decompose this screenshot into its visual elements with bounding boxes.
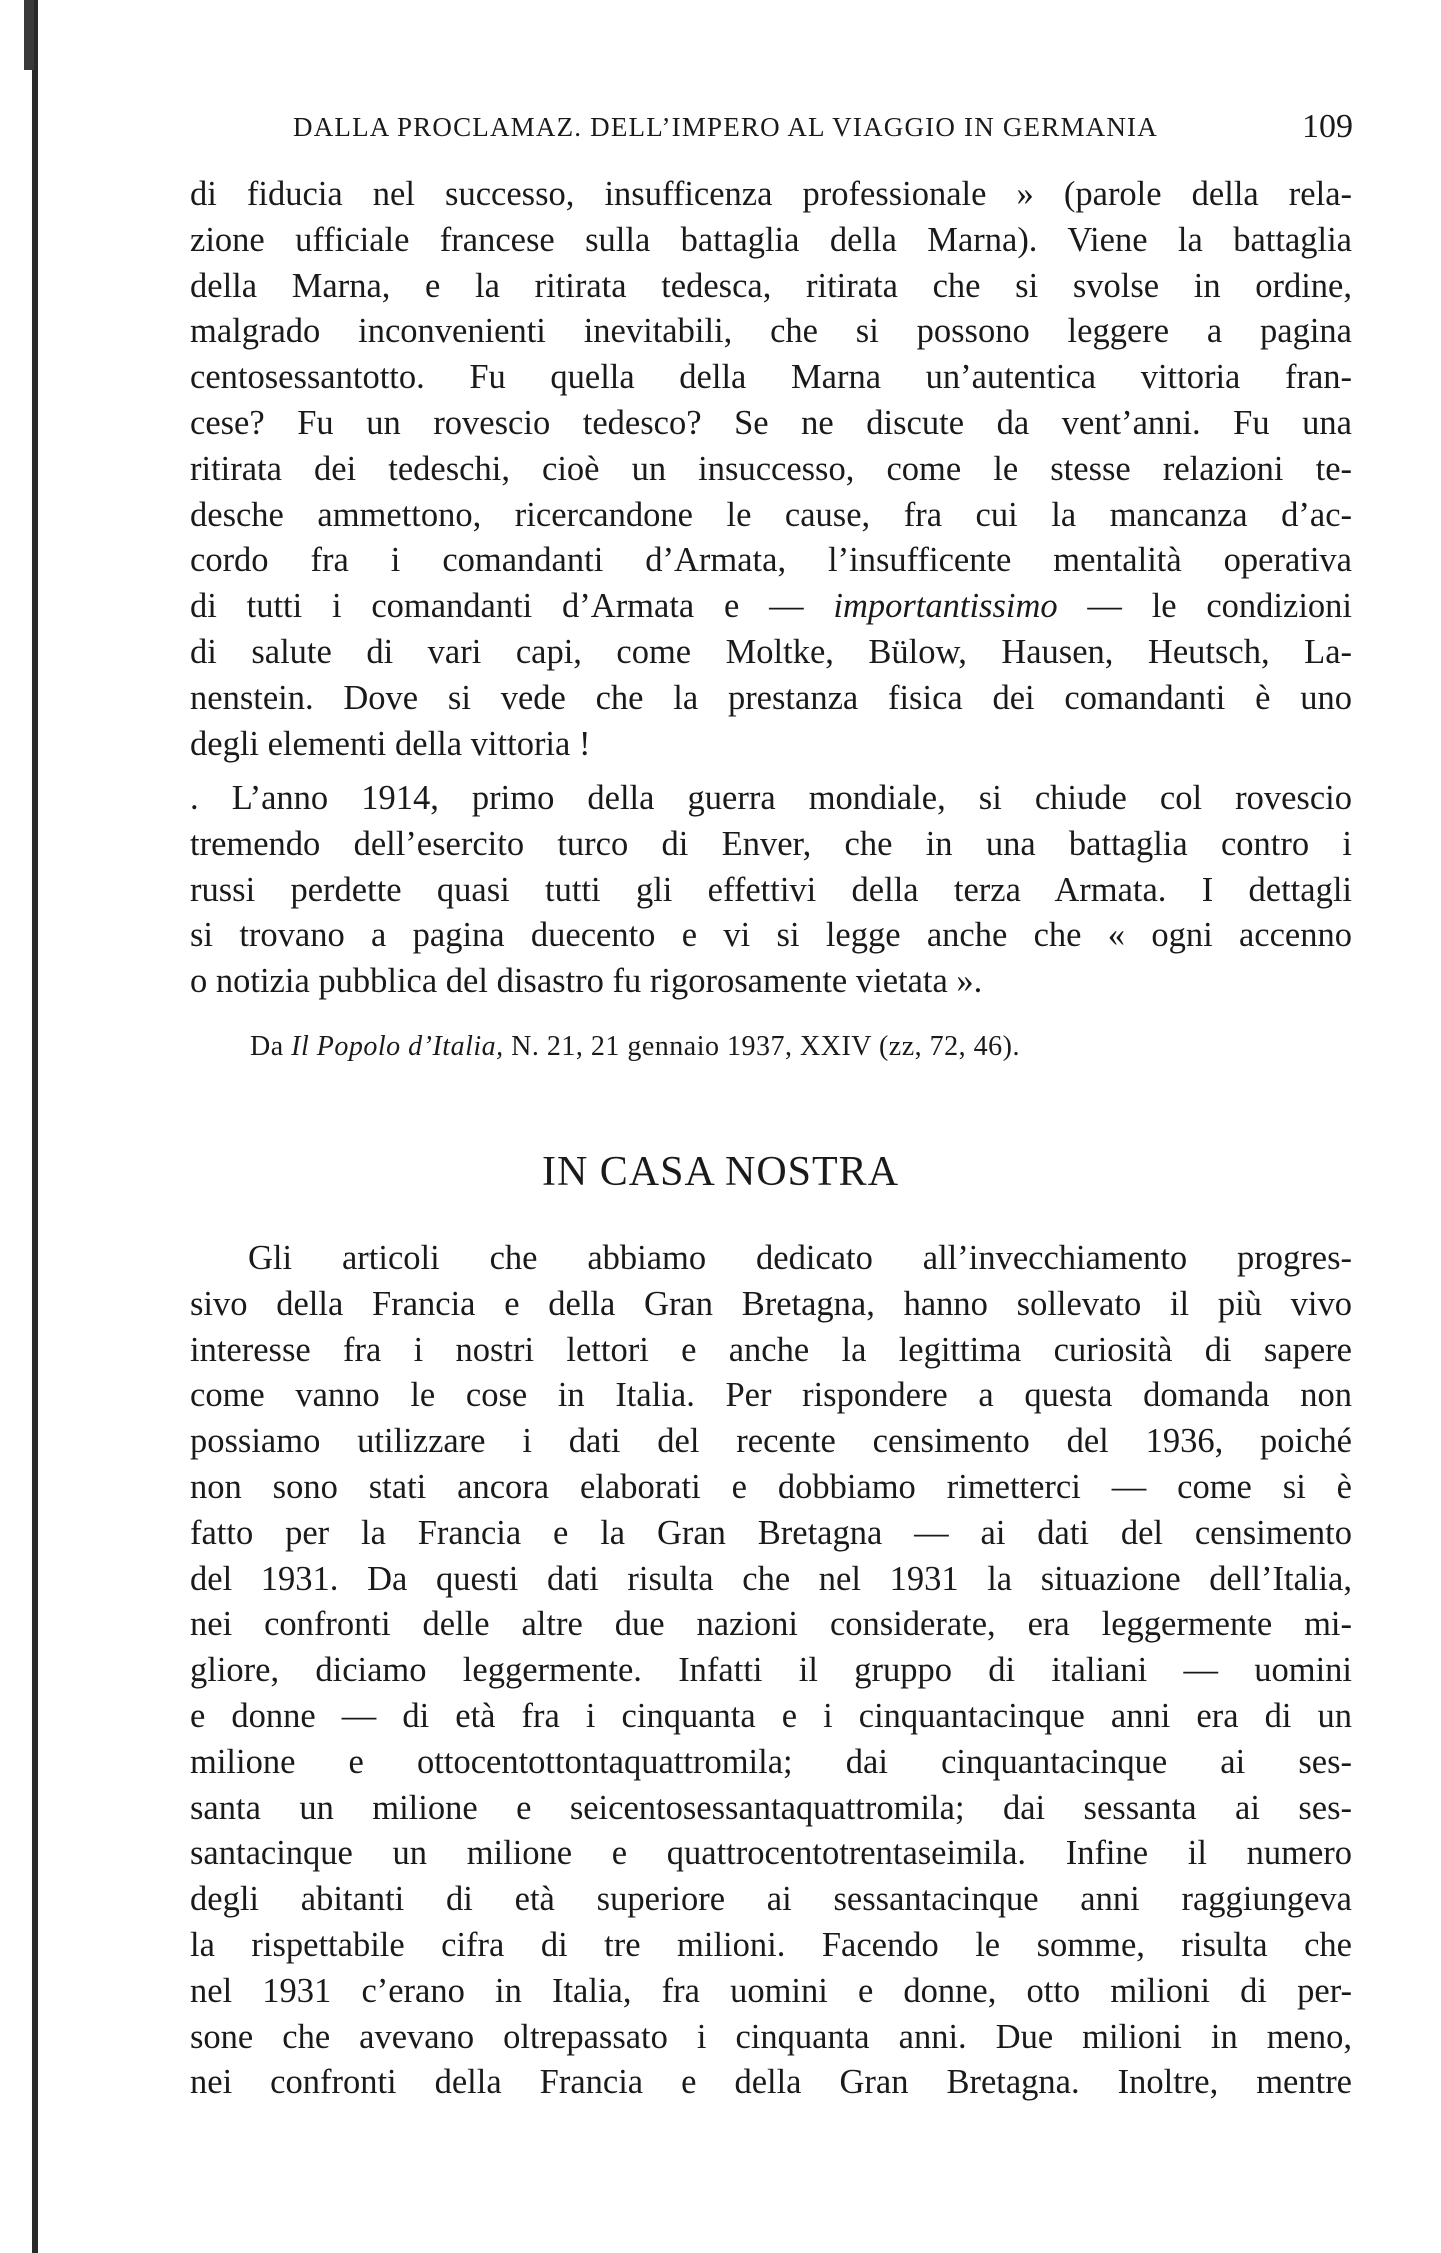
text-line: malgrado inconvenienti inevitabili, che si possono leggere a pagina xyxy=(190,312,1352,351)
text-line: o notizia pubblica del disastro fu rigorosamente vietata ». xyxy=(190,962,983,1001)
running-head: DALLA PROCLAMAZ. DELL’IMPERO AL VIAGGIO IN GERMANIA xyxy=(293,112,1158,142)
text-line: di fiducia nel successo, insufficenza professionale » (parole della rela- xyxy=(190,175,1352,213)
text-line: ritirata dei tedeschi, cioè un insuccesso, come le stesse relazioni te- xyxy=(190,449,1352,488)
page-number: 109 xyxy=(1302,108,1353,145)
text-line: milione e ottocentottontaquattromila; dai cinquantacinque ai ses- xyxy=(190,1742,1352,1781)
text-line: come vanno le cose in Italia. Per rispondere a questa domanda non xyxy=(190,1376,1352,1415)
text-line: sone che avevano oltrepassato i cinquanta anni. Due milioni in meno, xyxy=(190,2017,1352,2056)
source-citation xyxy=(250,1031,1020,1063)
text-line: cese? Fu un rovescio tedesco? Se ne discute da vent’anni. Fu una xyxy=(190,403,1352,442)
text-line: degli elementi della vittoria ! xyxy=(190,724,591,763)
text-line: possiamo utilizzare i dati del recente censimento del 1936, poiché xyxy=(190,1422,1352,1461)
page-binding-shadow xyxy=(24,0,34,70)
citation-details: N. 21, 21 gennaio 1937, XXIV (zz, 72, 46). xyxy=(503,1031,1020,1062)
text-line: nenstein. Dove si vede che la prestanza fisica dei comandanti è uno xyxy=(190,678,1352,717)
page-binding-edge xyxy=(32,0,38,2253)
paragraph-marna xyxy=(190,172,1352,767)
text-line: nei confronti della Francia e della Gran Bretagna. Inoltre, mentre xyxy=(190,2063,1352,2102)
text-line: russi perdette quasi tutti gli effettivi della terza Armata. I dettagli xyxy=(190,870,1352,909)
text-line: fatto per la Francia e la Gran Bretagna — ai dati del censimento xyxy=(190,1513,1352,1552)
section-title: IN CASA NOSTRA xyxy=(541,1149,900,1195)
text-segment: di tutti i comandanti d’Armata e — xyxy=(190,587,834,626)
text-line: nei confronti delle altre due nazioni considerate, era leggermente mi- xyxy=(190,1605,1352,1644)
text-line: . L’anno 1914, primo della guerra mondiale, si chiude col rovescio xyxy=(190,779,1352,817)
paragraph-casa-nostra xyxy=(190,1236,1352,2106)
text-line-with-italic xyxy=(190,584,1352,630)
text-line: di salute di vari capi, come Moltke, Bülow, Hausen, Heutsch, La- xyxy=(190,632,1352,671)
paragraph-enver xyxy=(190,776,1352,1005)
italic-emphasis: importantissimo xyxy=(833,587,1058,626)
page-header xyxy=(293,108,1353,148)
text-line: centosessantotto. Fu quella della Marna un’autentica vittoria fran- xyxy=(190,358,1352,397)
text-line: cordo fra i comandanti d’Armata, l’insufficente mentalità operativa xyxy=(190,541,1352,580)
publication-title: Il Popolo d’Italia, xyxy=(291,1031,504,1062)
text-line: santacinque un milione e quattrocentotrentaseimila. Infine il numero xyxy=(190,1834,1352,1873)
text-line: della Marna, e la ritirata tedesca, ritirata che si svolse in ordine, xyxy=(190,266,1352,305)
citation-prefix: Da xyxy=(250,1031,292,1062)
text-line: zione ufficiale francese sulla battaglia della Marna). Viene la battaglia xyxy=(190,220,1352,259)
text-line: Gli articoli che abbiamo dedicato all’invecchiamento progres- xyxy=(248,1239,1352,1277)
text-line: si trovano a pagina duecento e vi si legge anche che « ogni accenno xyxy=(190,916,1352,955)
text-line: degli abitanti di età superiore ai sessantacinque anni raggiungeva xyxy=(190,1880,1352,1919)
text-line: nel 1931 c’erano in Italia, fra uomini e donne, otto milioni di per- xyxy=(190,1971,1352,2010)
text-line: desche ammettono, ricercandone le cause, fra cui la mancanza d’ac- xyxy=(190,495,1352,534)
text-line: tremendo dell’esercito turco di Enver, che in una battaglia contro i xyxy=(190,824,1352,863)
text-line: la rispettabile cifra di tre milioni. Facendo le somme, risulta che xyxy=(190,1925,1352,1964)
text-line: santa un milione e seicentosessantaquattromila; dai sessanta ai ses- xyxy=(190,1788,1352,1827)
text-segment: — le condizioni xyxy=(1057,587,1352,626)
text-line: del 1931. Da questi dati risulta che nel 1931 la situazione dell’Italia, xyxy=(190,1559,1352,1598)
text-line: e donne — di età fra i cinquanta e i cinquantacinque anni era di un xyxy=(190,1696,1352,1735)
text-line: interesse fra i nostri lettori e anche la legittima curiosità di sapere xyxy=(190,1330,1352,1369)
text-line: non sono stati ancora elaborati e dobbiamo rimetterci — come si è xyxy=(190,1467,1352,1506)
text-line: gliore, diciamo leggermente. Infatti il gruppo di italiani — uomini xyxy=(190,1651,1352,1690)
text-line: sivo della Francia e della Gran Bretagna, hanno sollevato il più vivo xyxy=(190,1284,1352,1323)
